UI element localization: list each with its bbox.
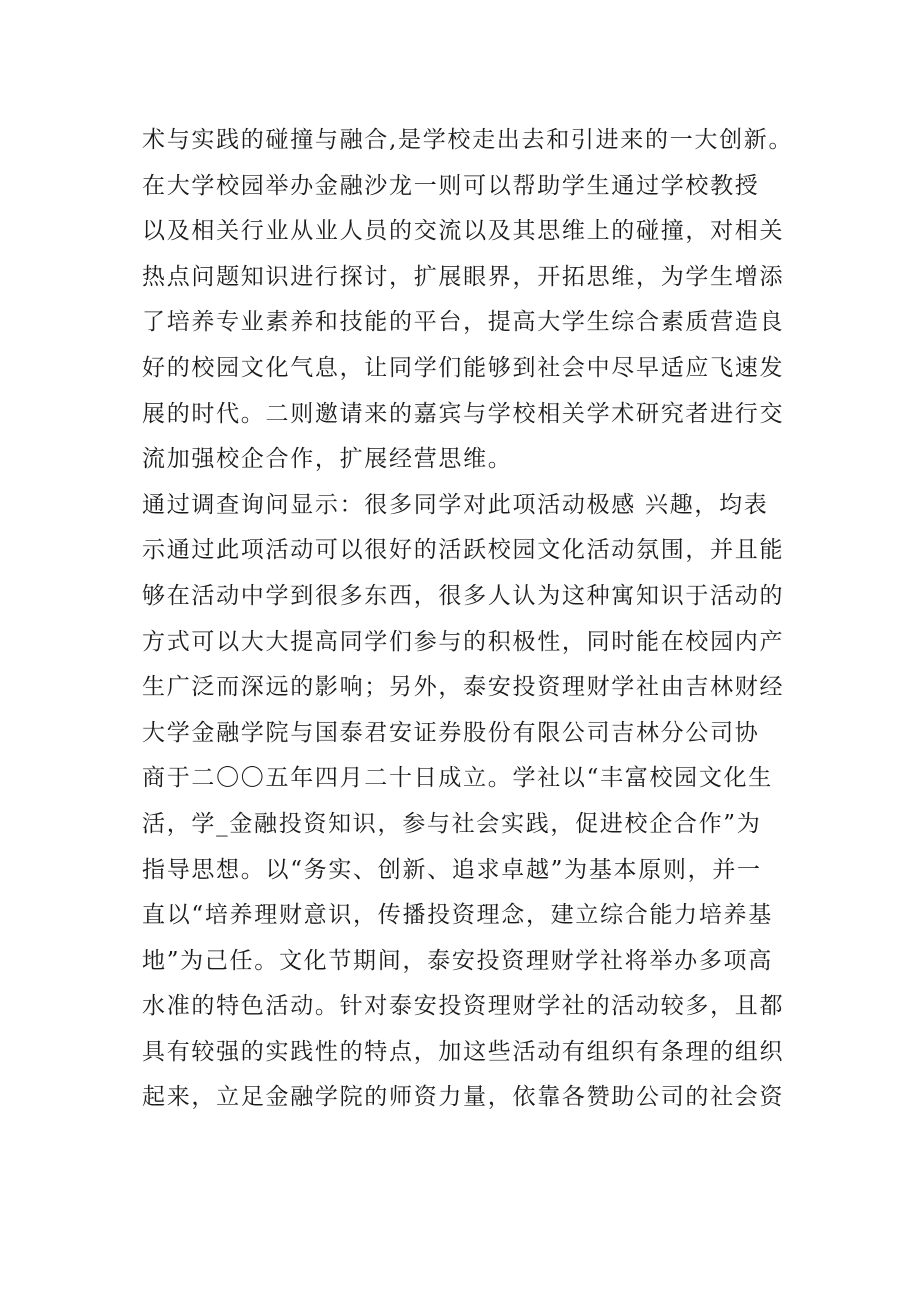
body-text — [142, 118, 882, 1121]
text-line-16: 活，学_金融投资知识，参与社会实践，促进校企合作”为 — [142, 810, 762, 837]
text-line-4: 热点问题知识进行探讨，扩展眼界，开拓思维，为学生增添 — [142, 263, 785, 290]
text-line-15: 商于二〇〇五年四月二十日成立。学社以“丰富校园文化生 — [142, 765, 773, 792]
text-line-3: 以及相关行业从业人员的交流以及其思维上的碰撞，对相关 — [142, 218, 785, 245]
text-line-6: 好的校园文化气息，让同学们能够到社会中尽早适应飞速发 — [142, 354, 785, 381]
text-line-1: 术与实践的碰撞与融合,是学校走出去和引进来的一大创新。 — [142, 127, 794, 153]
text-line-11: 够在活动中学到很多东西，很多人认为这种寓知识于活动的 — [142, 582, 785, 609]
text-line-9: 通过调查询问显示：很多同学对此项活动极感 兴趣，均表 — [142, 491, 769, 518]
text-line-22: 起来，立足金融学院的师资力量，依靠各赞助公司的社会资 — [142, 1084, 785, 1111]
text-line-8: 流加强校企合作，扩展经营思维。 — [142, 446, 513, 473]
text-line-7: 展的时代。二则邀请来的嘉宾与学校相关学术研究者进行交 — [142, 400, 785, 427]
text-line-20: 水准的特色活动。针对泰安投资理财学社的活动较多，且都 — [142, 993, 785, 1020]
text-line-10: 示通过此项活动可以很好的活跃校园文化活动氛围，并且能 — [142, 537, 785, 564]
text-line-21: 具有较强的实践性的特点，加这些活动有组织有条理的组织 — [142, 1038, 785, 1065]
text-line-12: 方式可以大大提高同学们参与的积极性，同时能在校园内产 — [142, 628, 785, 655]
text-line-2: 在大学校园举办金融沙龙一则可以帮助学生通过学校教授 — [142, 172, 760, 199]
text-line-17: 指导思想。以“务实、创新、追求卓越”为基本原则，并一 — [142, 856, 762, 883]
text-line-14: 大学金融学院与国泰君安证券股份有限公司吉林分公司协 — [142, 719, 760, 746]
text-line-13: 生广泛而深远的影响；另外，泰安投资理财学社由吉林财经 — [142, 674, 785, 701]
text-line-18: 直以“培养理财意识，传播投资理念，建立综合能力培养基 — [142, 902, 773, 929]
text-line-19: 地”为己任。文化节期间，泰安投资理财学社将举办多项高 — [142, 947, 773, 974]
text-line-5: 了培养专业素养和技能的平台，提高大学生综合素质营造良 — [142, 309, 785, 336]
